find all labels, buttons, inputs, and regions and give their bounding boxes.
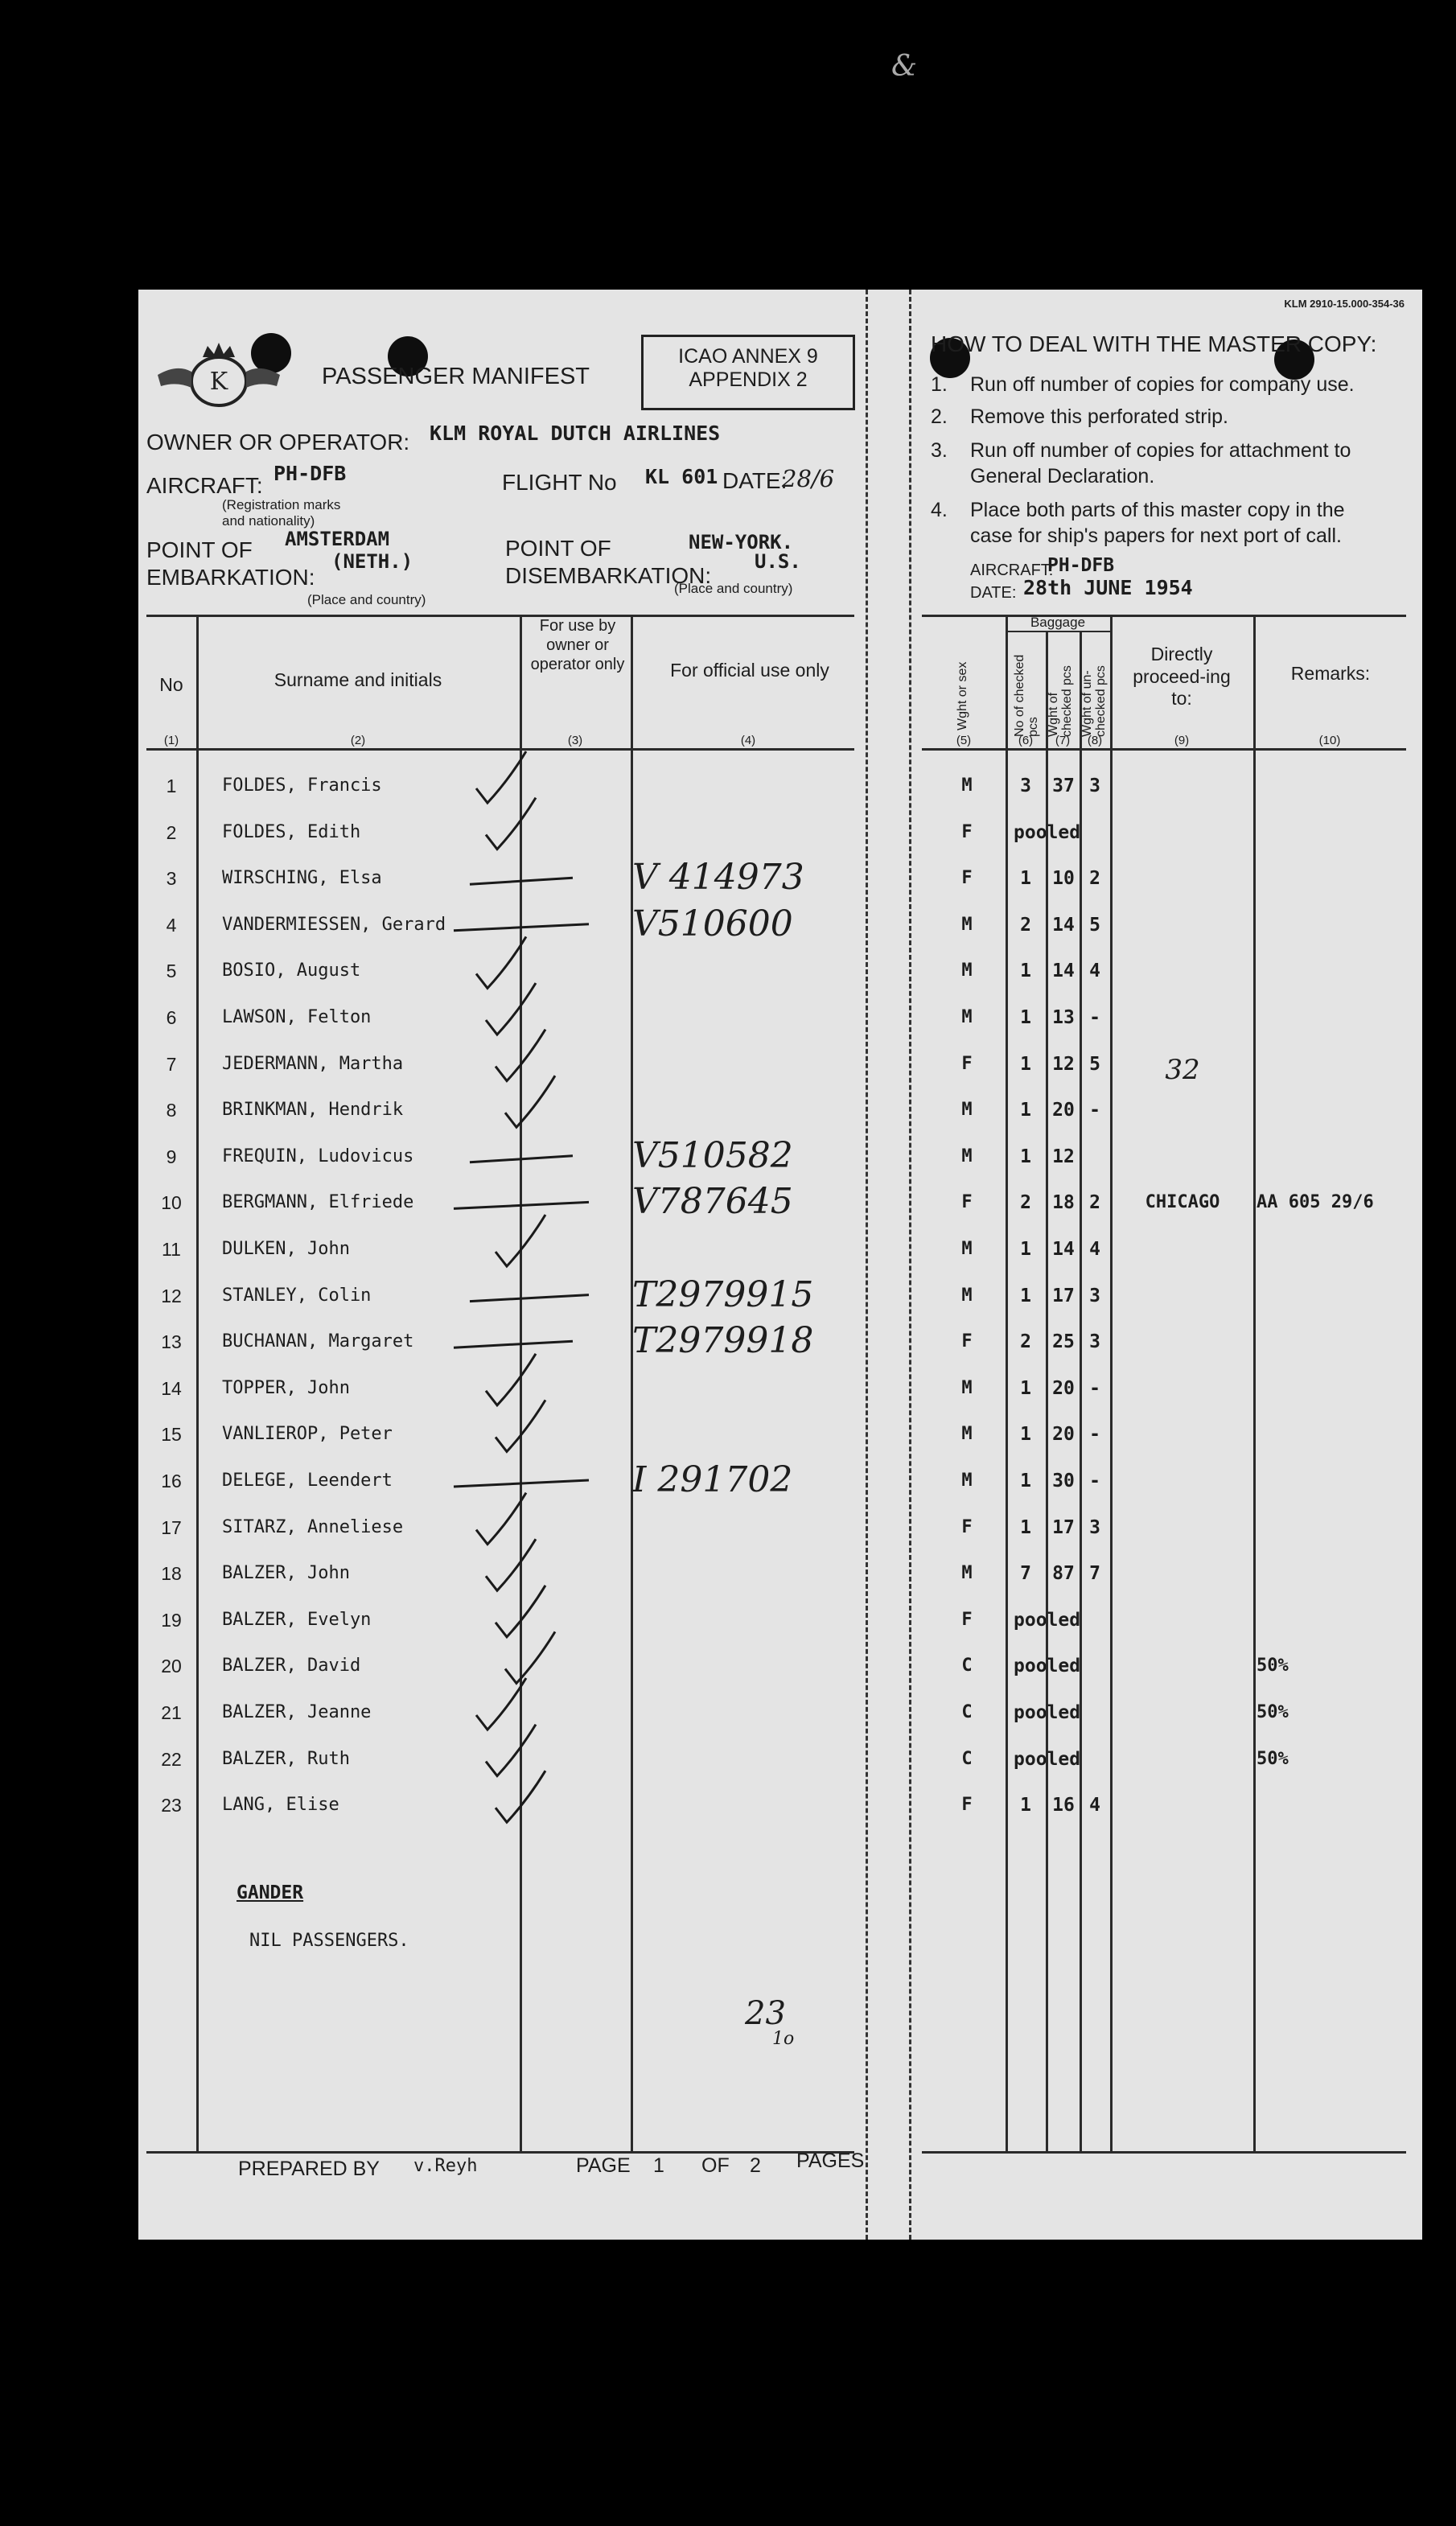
cell-unchk: 4 — [1089, 1239, 1100, 1260]
cell-sex: F — [961, 868, 973, 889]
col-num: (4) — [740, 734, 756, 747]
cell-name: FREQUIN, Ludovicus — [222, 1146, 414, 1166]
instructions-title: HOW TO DEAL WITH THE MASTER COPY: — [931, 331, 1377, 356]
tick-mark — [496, 1215, 545, 1266]
tick-mark — [505, 1076, 555, 1127]
tick-mark — [486, 983, 536, 1035]
cell-sex: F — [961, 1609, 973, 1630]
cell-wght: 16 — [1052, 1795, 1075, 1816]
cell-wght: 18 — [1052, 1192, 1075, 1214]
cell-name: DULKEN, John — [222, 1239, 350, 1259]
col-header-weight-sex: Wght or sex — [956, 661, 969, 730]
col-header-checked-pcs: No of checked pcs — [1013, 654, 1040, 737]
cell-unchk: 5 — [1089, 914, 1100, 936]
cell-sex: M — [961, 1239, 973, 1259]
col-header-remarks: Remarks: — [1290, 663, 1371, 684]
cell-unchk: 3 — [1089, 775, 1100, 796]
cell-official: V510600 — [632, 903, 793, 944]
cell-unchk: 3 — [1089, 1516, 1100, 1538]
cell-no: 9 — [166, 1146, 177, 1167]
col-num: (8) — [1087, 734, 1103, 747]
cell-unchk: - — [1089, 1377, 1100, 1399]
cell-name: BALZER, Jeanne — [222, 1702, 372, 1722]
cell-name: WIRSCHING, Elsa — [222, 868, 382, 889]
cell-official: V 414973 — [632, 857, 804, 899]
cell-official: T2979918 — [632, 1320, 814, 1362]
cell-no: 4 — [166, 914, 177, 936]
owner-label: OWNER OR OPERATOR: — [146, 430, 410, 455]
tick-mark — [496, 1771, 545, 1822]
cell-name: STANLEY, Colin — [222, 1285, 372, 1306]
registration-note-2: and nationality) — [222, 513, 315, 529]
cell-name: BALZER, Evelyn — [222, 1609, 372, 1630]
prepared-by-label: PREPARED BY — [238, 2158, 380, 2180]
cell-wght: 12 — [1052, 1053, 1075, 1075]
cell-pcs: 1 — [1020, 1795, 1031, 1816]
tick-mark — [454, 1341, 573, 1347]
cell-pcs: pooled — [1014, 1702, 1081, 1723]
tick-mark — [486, 1354, 536, 1405]
cell-remarks: 50% — [1257, 1702, 1289, 1722]
cell-official: T2979915 — [632, 1273, 814, 1315]
cell-name: DELEGE, Leendert — [222, 1471, 393, 1491]
cell-official: I 291702 — [632, 1459, 793, 1500]
cell-pcs: 2 — [1020, 1331, 1031, 1353]
tick-mark — [486, 1725, 536, 1776]
cell-pcs: 2 — [1020, 1192, 1031, 1214]
col-header-surname: Surname and initials — [274, 669, 442, 690]
cell-unchk: - — [1089, 1471, 1100, 1491]
total-count: 23 — [745, 1995, 786, 2032]
cell-sex: M — [961, 1146, 973, 1166]
cell-pcs: 1 — [1020, 1516, 1031, 1538]
cell-sex: M — [961, 1471, 973, 1491]
instructions-date-value: 28th JUNE 1954 — [1023, 576, 1193, 599]
col-num: (9) — [1174, 734, 1190, 747]
col-num: (5) — [956, 734, 972, 747]
disembarkation-label: POINT OF — [505, 536, 611, 561]
cell-no: 2 — [166, 821, 177, 843]
cell-name: TOPPER, John — [222, 1377, 350, 1398]
instruction-2: Remove this perforated strip. — [970, 405, 1228, 428]
cell-wght: 12 — [1052, 1146, 1075, 1167]
cell-remarks: 50% — [1257, 1656, 1289, 1676]
icao-line-1: ICAO ANNEX 9 — [678, 345, 818, 368]
cell-sex: F — [961, 1516, 973, 1537]
cell-no: 19 — [161, 1609, 182, 1631]
col-header-official-use: For official use only — [670, 660, 829, 681]
cell-no: 8 — [166, 1100, 177, 1121]
cell-sex: M — [961, 1563, 973, 1584]
col-num: (7) — [1055, 734, 1071, 747]
col-header-checked-wght: Wght of checked pcs — [1047, 665, 1074, 737]
cell-sex: M — [961, 961, 973, 981]
aircraft-value: PH-DFB — [274, 462, 347, 485]
date-label: DATE: — [722, 468, 788, 493]
col-num: (10) — [1318, 734, 1341, 747]
cell-wght: 25 — [1052, 1331, 1075, 1353]
tick-mark — [476, 751, 526, 803]
cell-sex: M — [961, 914, 973, 935]
gander-note: GANDER — [236, 1882, 304, 1903]
cell-wght: 14 — [1052, 961, 1075, 982]
cell-no: 21 — [161, 1702, 182, 1723]
cell-name: BALZER, Ruth — [222, 1748, 350, 1769]
cell-pcs: pooled — [1014, 1609, 1081, 1631]
cell-name: FOLDES, Edith — [222, 821, 361, 842]
cell-pcs: pooled — [1014, 1656, 1081, 1677]
aircraft-label: AIRCRAFT: — [146, 473, 263, 498]
cell-unchk: 4 — [1089, 1795, 1100, 1816]
cell-name: SITARZ, Anneliese — [222, 1516, 404, 1537]
cell-sex: C — [961, 1748, 973, 1769]
cell-no: 13 — [161, 1331, 182, 1353]
cell-sex: C — [961, 1702, 973, 1722]
cell-sex: F — [961, 1053, 973, 1074]
cell-wght: 17 — [1052, 1285, 1075, 1306]
cell-sex: F — [961, 1192, 973, 1213]
cell-pcs: pooled — [1014, 821, 1081, 843]
disembarkation-country: U.S. — [755, 550, 801, 573]
cell-wght: 30 — [1052, 1471, 1075, 1491]
disembarkation-value: NEW-YORK. — [689, 531, 794, 553]
tick-mark — [454, 924, 589, 931]
cell-unchk: 4 — [1089, 961, 1100, 982]
page-value: 1 — [653, 2154, 664, 2177]
cell-wght: 10 — [1052, 868, 1075, 890]
cell-pcs: 1 — [1020, 1146, 1031, 1167]
cell-name: VANDERMIESSEN, Gerard — [222, 914, 446, 935]
tick-mark — [470, 1156, 573, 1162]
cell-wght: 20 — [1052, 1100, 1075, 1121]
cell-pcs: 1 — [1020, 1239, 1031, 1260]
cell-wght: 20 — [1052, 1424, 1075, 1446]
cell-unchk: 5 — [1089, 1053, 1100, 1075]
owner-value: KLM ROYAL DUTCH AIRLINES — [430, 422, 721, 445]
cell-sex: M — [961, 1100, 973, 1121]
col-num: (3) — [567, 734, 583, 747]
col-header-owner-use: For use by owner or operator only — [530, 617, 625, 673]
form-code: KLM 2910-15.000-354-36 — [1284, 298, 1405, 310]
cell-no: 3 — [166, 868, 177, 890]
cell-dest: CHICAGO — [1145, 1192, 1220, 1213]
disembarkation-place-note: (Place and country) — [674, 581, 793, 596]
cell-unchk: 7 — [1089, 1563, 1100, 1585]
cell-unchk: - — [1089, 1100, 1100, 1121]
instruction-3: Run off number of copies for attachment to — [970, 439, 1351, 462]
cell-pcs: 1 — [1020, 1424, 1031, 1446]
icao-line-2: APPENDIX 2 — [689, 368, 808, 391]
manifest-sheet — [138, 290, 1422, 2240]
embarkation-value: AMSTERDAM — [285, 528, 390, 550]
col-header-unchecked-wght: Wght of un-checked pcs — [1080, 665, 1108, 737]
cell-unchk: 3 — [1089, 1331, 1100, 1353]
tick-mark — [470, 1295, 589, 1302]
col-num: (1) — [163, 734, 179, 747]
cell-pcs: pooled — [1014, 1748, 1081, 1770]
tick-mark — [486, 1539, 536, 1590]
tick-mark — [476, 936, 526, 988]
cell-unchk: 2 — [1089, 868, 1100, 890]
instruction-3-num: 3. — [931, 439, 948, 462]
of-value: 2 — [750, 2154, 761, 2177]
cell-name: BOSIO, August — [222, 961, 361, 981]
cell-wght: 14 — [1052, 914, 1075, 936]
tick-mark — [476, 1678, 526, 1730]
cell-sex: M — [961, 775, 973, 796]
cell-pcs: 1 — [1020, 1377, 1031, 1399]
svg-text:K: K — [209, 368, 228, 396]
disembarkation-label-2: DISEMBARKATION: — [505, 563, 712, 588]
embarkation-country: (NETH.) — [331, 550, 413, 573]
instructions-aircraft-value: PH-DFB — [1047, 555, 1115, 576]
cell-no: 12 — [161, 1285, 182, 1306]
cell-official: V510582 — [632, 1134, 793, 1176]
cell-pcs: 1 — [1020, 961, 1031, 982]
embarkation-label-2: EMBARKATION: — [146, 565, 315, 590]
flight-label: FLIGHT No — [502, 470, 617, 495]
instruction-3-cont: General Declaration. — [970, 465, 1155, 488]
cell-name: FOLDES, Francis — [222, 775, 382, 796]
cell-no: 23 — [161, 1795, 182, 1816]
cell-name: BERGMANN, Elfriede — [222, 1192, 414, 1213]
cell-wght: 20 — [1052, 1377, 1075, 1399]
cell-name: LAWSON, Felton — [222, 1007, 372, 1027]
cell-pcs: 1 — [1020, 1471, 1031, 1491]
cell-no: 7 — [166, 1053, 177, 1075]
cell-official: V787645 — [632, 1181, 793, 1223]
cell-no: 14 — [161, 1377, 182, 1399]
instructions-date-label: DATE: — [970, 584, 1017, 602]
cell-sex: C — [961, 1656, 973, 1676]
registration-note: (Registration marks — [222, 497, 341, 512]
cell-wght: 13 — [1052, 1007, 1075, 1028]
prepared-by-value: v.Reyh — [413, 2156, 478, 2176]
cell-name: BUCHANAN, Margaret — [222, 1331, 414, 1352]
pages-label: PAGES — [796, 2150, 865, 2172]
cell-sex: M — [961, 1424, 973, 1445]
cell-no: 6 — [166, 1007, 177, 1028]
instructions-aircraft-label: AIRCRAFT: — [970, 562, 1054, 579]
total-sub-count: 1o — [772, 2029, 795, 2049]
cell-remarks: 50% — [1257, 1748, 1289, 1769]
cell-name: LANG, Elise — [222, 1795, 339, 1816]
cell-sex: F — [961, 1795, 973, 1816]
cell-sex: M — [961, 1007, 973, 1027]
nil-passengers-note: NIL PASSENGERS. — [249, 1931, 409, 1951]
cell-unchk: - — [1089, 1007, 1100, 1028]
corner-mark: & — [891, 50, 918, 83]
cell-remarks: AA 605 29/6 — [1257, 1192, 1374, 1213]
cell-pcs: 1 — [1020, 1100, 1031, 1121]
instruction-4: Place both parts of this master copy in the — [970, 499, 1345, 521]
tick-mark — [486, 798, 536, 850]
cell-no: 22 — [161, 1748, 182, 1770]
cell-name: BALZER, David — [222, 1656, 361, 1676]
cell-sex: M — [961, 1377, 973, 1398]
col-header-directly: Directly proceed-ing to: — [1133, 644, 1231, 710]
cell-no: 16 — [161, 1471, 182, 1491]
cell-wght: 37 — [1052, 775, 1075, 796]
tick-mark — [476, 1493, 526, 1545]
col-header-baggage: Baggage — [1030, 615, 1086, 630]
cell-no: 1 — [166, 775, 177, 796]
cell-wght: 14 — [1052, 1239, 1075, 1260]
tick-mark — [470, 878, 573, 884]
form-title: PASSENGER MANIFEST — [322, 364, 590, 389]
date-value: 28/6 — [782, 465, 835, 492]
cell-no: 17 — [161, 1516, 182, 1538]
of-label: OF — [701, 2154, 730, 2177]
cell-pcs: 1 — [1020, 1285, 1031, 1306]
embarkation-place-note: (Place and country) — [307, 592, 426, 607]
cell-pcs: 1 — [1020, 868, 1031, 890]
cell-name: BRINKMAN, Hendrik — [222, 1100, 404, 1121]
cell-name: VANLIEROP, Peter — [222, 1424, 393, 1445]
cell-no: 10 — [161, 1192, 182, 1214]
cell-dest: 32 — [1165, 1053, 1200, 1086]
cell-name: BALZER, John — [222, 1563, 350, 1584]
instruction-4-num: 4. — [931, 499, 948, 521]
cell-no: 20 — [161, 1656, 182, 1677]
cell-unchk: - — [1089, 1424, 1100, 1446]
cell-no: 11 — [162, 1239, 181, 1260]
cell-no: 15 — [161, 1424, 182, 1446]
tick-mark — [496, 1586, 545, 1637]
cell-wght: 17 — [1052, 1516, 1075, 1538]
tick-mark — [505, 1631, 555, 1683]
cell-no: 5 — [166, 961, 177, 982]
instruction-2-num: 2. — [931, 405, 948, 428]
cell-sex: F — [961, 1331, 973, 1352]
cell-pcs: 3 — [1020, 775, 1031, 796]
cell-pcs: 2 — [1020, 914, 1031, 936]
cell-sex: M — [961, 1285, 973, 1306]
cell-unchk: 2 — [1089, 1192, 1100, 1214]
instruction-4-cont: case for ship's papers for next port of call. — [970, 525, 1342, 547]
tick-mark — [454, 1202, 589, 1208]
cell-sex: F — [961, 821, 973, 842]
cell-pcs: 1 — [1020, 1007, 1031, 1028]
cell-pcs: 1 — [1020, 1053, 1031, 1075]
cell-name: JEDERMANN, Martha — [222, 1053, 404, 1074]
col-header-no: No — [159, 674, 183, 695]
cell-unchk: 3 — [1089, 1285, 1100, 1306]
tick-mark — [496, 1400, 545, 1451]
flight-value: KL 601 — [645, 465, 718, 488]
embarkation-label: POINT OF — [146, 537, 253, 562]
cell-no: 18 — [161, 1563, 182, 1585]
instruction-1: Run off number of copies for company use. — [970, 373, 1355, 396]
page-label: PAGE — [576, 2154, 631, 2177]
cell-pcs: 7 — [1020, 1563, 1031, 1585]
col-num: (6) — [1018, 734, 1034, 747]
tick-mark — [454, 1480, 589, 1487]
cell-wght: 87 — [1052, 1563, 1075, 1585]
instruction-1-num: 1. — [931, 373, 948, 396]
col-num: (2) — [350, 734, 366, 747]
tick-mark — [496, 1030, 545, 1081]
